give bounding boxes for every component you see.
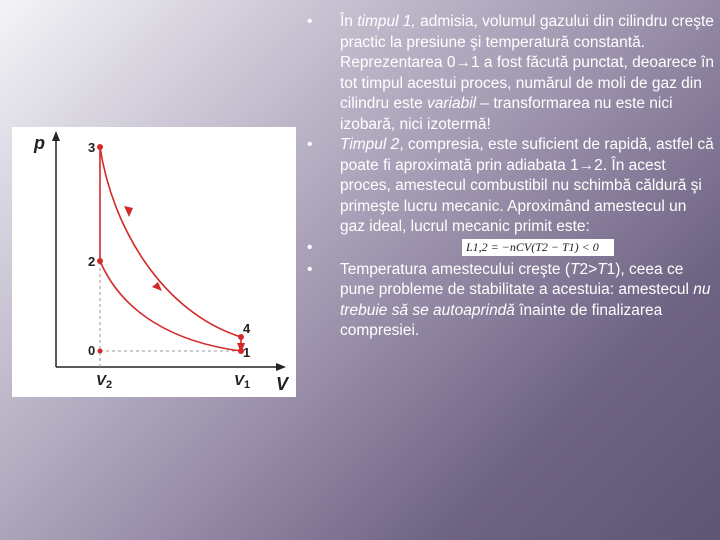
point-3	[97, 144, 103, 150]
tick-label-3: 3	[88, 140, 96, 155]
v1-label	[234, 372, 250, 391]
bullet-emphasis: Timpul 2	[340, 136, 400, 153]
bullet-text: 1), ceea ce pune probleme de stabilitate a acestuia: amestecul	[340, 260, 694, 298]
tick-label-2: 2	[88, 254, 96, 269]
point-2	[97, 258, 103, 264]
v1-sub: 1	[244, 379, 251, 391]
v-axis-arrow	[276, 363, 286, 371]
point-label-1: 1	[243, 345, 251, 360]
bullet-emphasis: T	[597, 260, 607, 278]
pv-diagram-svg	[12, 127, 296, 397]
arrow-expansion-icon	[124, 206, 133, 217]
adiabat-3-4	[100, 147, 241, 337]
v1-main: V	[234, 372, 245, 389]
bullet-emphasis: timpul 1,	[357, 13, 416, 30]
text-block	[307, 12, 715, 342]
v2-main: V	[96, 372, 107, 389]
v-axis-label: V	[276, 374, 289, 394]
p-axis-label: p	[34, 133, 45, 153]
pv-diagram	[12, 127, 296, 397]
adiabat-1-2	[100, 261, 241, 351]
bullet-emphasis: T	[570, 260, 580, 278]
bullet-text: admisia, volumul gazului din cilindru creşte practic la presiune şi temperatură constantă. Reprezentarea 0→1 a fost făcută punctat, deoarece în tot timpul acestui proces, numărul de moli de gaz din cilindru este	[340, 13, 714, 112]
bullet-equation	[307, 238, 715, 260]
v2-label	[96, 372, 112, 391]
bullet-text: înainte de finalizarea compresiei.	[340, 301, 663, 339]
bullet-text: 2>	[579, 260, 598, 278]
bullet-temperature	[307, 260, 715, 342]
bullet-dot: •	[307, 260, 313, 278]
point-label-4: 4	[243, 321, 251, 336]
bullet-text: , compresia, este suficient de rapidă, astfel că poate fi aproximată prin adiabata 1→2. În acest proces, amestecul combustibil nu schimbă căldură şi primeşte lucru mecanic. Aproximând amestecul un gaz ideal, lucrul mecanic primit este:	[340, 136, 714, 235]
bullet-emphasis: variabil	[427, 95, 477, 112]
point-0	[98, 349, 103, 354]
bullet-compression	[307, 135, 715, 238]
bullet-text: – transformarea nu este nici izobară, nici izotermă!	[340, 95, 673, 133]
bullet-admission	[307, 12, 715, 135]
work-equation: L1,2 = −nCV(T2 − T1) < 0	[462, 239, 614, 256]
tick-label-0: 0	[88, 343, 96, 358]
bullet-dot: •	[307, 136, 313, 153]
bullet-dot: •	[307, 238, 313, 256]
p-axis-arrow	[52, 131, 60, 141]
bullet-dot: •	[307, 13, 313, 30]
bullet-emphasis: nu trebuie să se autoaprindă	[340, 281, 711, 319]
v2-sub: 2	[106, 379, 113, 391]
bullet-text: În	[340, 13, 358, 30]
bullet-text: Temperatura amestecului creşte (	[340, 260, 571, 278]
